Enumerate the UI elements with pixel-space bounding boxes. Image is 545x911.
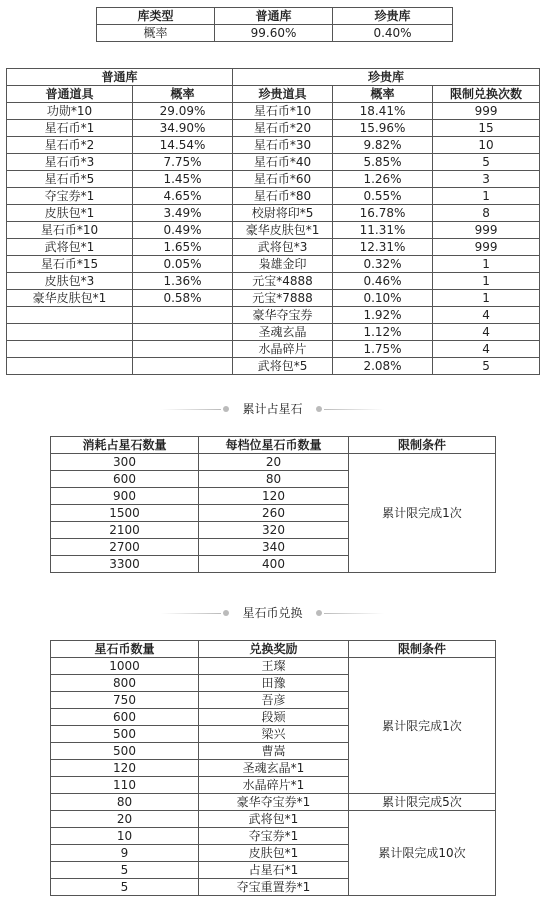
accumulate-reward-cell: 320 xyxy=(199,522,349,539)
pool-cell: 水晶碎片 xyxy=(233,341,333,358)
pool-row xyxy=(7,120,540,137)
accumulate-reward-cell: 400 xyxy=(199,556,349,573)
summary-header-cell: 普通库 xyxy=(215,8,333,25)
pool-cell: 3 xyxy=(433,171,540,188)
pool-cell: 武将包*3 xyxy=(233,239,333,256)
exchange-reward-cell: 皮肤包*1 xyxy=(199,845,349,862)
pool-cell: 星石币*1 xyxy=(7,120,133,137)
pool-cell: 星石币*3 xyxy=(7,154,133,171)
exchange-table-body xyxy=(51,658,496,896)
accumulate-reward-cell: 80 xyxy=(199,471,349,488)
pool-cell: 1.12% xyxy=(333,324,433,341)
pool-cell: 0.46% xyxy=(333,273,433,290)
pool-cell: 1 xyxy=(433,256,540,273)
pool-cell: 皮肤包*3 xyxy=(7,273,133,290)
summary-table xyxy=(96,7,453,42)
accumulate-table-body xyxy=(51,454,496,573)
pool-row xyxy=(7,171,540,188)
summary-row xyxy=(97,25,453,42)
exchange-reward-cell: 豪华夺宝券*1 xyxy=(199,794,349,811)
pool-cell: 1 xyxy=(433,188,540,205)
pool-cell: 999 xyxy=(433,239,540,256)
pool-cell: 1 xyxy=(433,273,540,290)
pool-row xyxy=(7,256,540,273)
pool-row xyxy=(7,273,540,290)
exchange-header: 兑换奖励 xyxy=(199,641,349,658)
pool-cell: 1.65% xyxy=(133,239,233,256)
divider-dot xyxy=(316,406,322,412)
pool-cell: 8 xyxy=(433,205,540,222)
pool-cell: 5 xyxy=(433,358,540,375)
pool-cell: 3.49% xyxy=(133,205,233,222)
pool-cell: 元宝*4888 xyxy=(233,273,333,290)
accumulate-cost-cell: 600 xyxy=(51,471,199,488)
divider-line xyxy=(161,613,221,614)
accumulate-reward-cell: 260 xyxy=(199,505,349,522)
pool-cell: 1.92% xyxy=(333,307,433,324)
pool-cell: 18.41% xyxy=(333,103,433,120)
summary-header-row xyxy=(97,8,453,25)
exchange-row xyxy=(51,658,496,675)
pool-cell: 星石币*15 xyxy=(7,256,133,273)
summary-cell: 0.40% xyxy=(333,25,453,42)
exchange-header: 限制条件 xyxy=(349,641,496,658)
divider-line xyxy=(324,613,384,614)
exchange-cost-cell: 500 xyxy=(51,726,199,743)
pool-row xyxy=(7,358,540,375)
divider-dot xyxy=(223,610,229,616)
divider-line xyxy=(324,409,384,410)
pool-cell: 999 xyxy=(433,222,540,239)
divider-line xyxy=(161,409,221,410)
exchange-reward-cell: 吾彦 xyxy=(199,692,349,709)
pool-cell: 夺宝券*1 xyxy=(7,188,133,205)
pool-row xyxy=(7,222,540,239)
pool-cell xyxy=(7,307,133,324)
pool-cell: 2.08% xyxy=(333,358,433,375)
accumulate-reward-cell: 120 xyxy=(199,488,349,505)
pool-cell: 功勋*10 xyxy=(7,103,133,120)
pool-row xyxy=(7,103,540,120)
pool-cell: 11.31% xyxy=(333,222,433,239)
accumulate-cost-cell: 2700 xyxy=(51,539,199,556)
pool-row xyxy=(7,307,540,324)
divider-dot xyxy=(223,406,229,412)
accumulate-limit-cell: 累计限完成1次 xyxy=(349,454,496,573)
accumulate-reward-cell: 340 xyxy=(199,539,349,556)
pool-cell: 星石币*30 xyxy=(233,137,333,154)
pool-cell: 枭雄金印 xyxy=(233,256,333,273)
exchange-cost-cell: 110 xyxy=(51,777,199,794)
pool-cell: 圣魂玄晶 xyxy=(233,324,333,341)
pool-cell: 0.10% xyxy=(333,290,433,307)
pool-cell xyxy=(133,341,233,358)
pool-cell: 15.96% xyxy=(333,120,433,137)
pool-cell: 7.75% xyxy=(133,154,233,171)
pool-row xyxy=(7,239,540,256)
pool-cell: 星石币*2 xyxy=(7,137,133,154)
accumulate-cost-cell: 300 xyxy=(51,454,199,471)
pool-cell: 1 xyxy=(433,290,540,307)
pool-row xyxy=(7,324,540,341)
exchange-cost-cell: 80 xyxy=(51,794,199,811)
pool-cell xyxy=(7,358,133,375)
exchange-cost-cell: 10 xyxy=(51,828,199,845)
exchange-cost-cell: 5 xyxy=(51,879,199,896)
pool-cell: 豪华皮肤包*1 xyxy=(233,222,333,239)
exchange-reward-cell: 段颎 xyxy=(199,709,349,726)
pool-row xyxy=(7,341,540,358)
pool-table-body xyxy=(7,103,540,375)
accumulate-cost-cell: 2100 xyxy=(51,522,199,539)
pool-cell: 29.09% xyxy=(133,103,233,120)
pool-cell: 0.05% xyxy=(133,256,233,273)
pool-group-header-row xyxy=(7,69,540,86)
pool-cell: 10 xyxy=(433,137,540,154)
pool-row xyxy=(7,205,540,222)
pool-row xyxy=(7,137,540,154)
pool-cell: 9.82% xyxy=(333,137,433,154)
exchange-cost-cell: 5 xyxy=(51,862,199,879)
summary-header-cell: 库类型 xyxy=(97,8,215,25)
accumulate-cost-cell: 3300 xyxy=(51,556,199,573)
pool-sub-header: 珍贵道具 xyxy=(233,86,333,103)
pool-cell: 1.26% xyxy=(333,171,433,188)
pool-cell: 4.65% xyxy=(133,188,233,205)
exchange-reward-cell: 占星石*1 xyxy=(199,862,349,879)
pool-cell: 星石币*40 xyxy=(233,154,333,171)
exchange-header: 星石币数量 xyxy=(51,641,199,658)
pool-cell: 校尉将印*5 xyxy=(233,205,333,222)
pool-cell: 豪华夺宝券 xyxy=(233,307,333,324)
pool-cell: 武将包*1 xyxy=(7,239,133,256)
pool-sub-header: 普通道具 xyxy=(7,86,133,103)
pool-cell: 999 xyxy=(433,103,540,120)
section-divider-accum xyxy=(0,400,545,418)
summary-header-cell: 珍贵库 xyxy=(333,8,453,25)
pool-cell xyxy=(133,324,233,341)
exchange-reward-cell: 水晶碎片*1 xyxy=(199,777,349,794)
pool-cell: 0.49% xyxy=(133,222,233,239)
pool-row xyxy=(7,290,540,307)
accumulate-cost-cell: 1500 xyxy=(51,505,199,522)
pool-cell: 14.54% xyxy=(133,137,233,154)
section-title: 星石币兑换 xyxy=(242,606,303,620)
pool-cell: 34.90% xyxy=(133,120,233,137)
exchange-table xyxy=(50,640,496,896)
pool-cell: 星石币*20 xyxy=(233,120,333,137)
exchange-reward-cell: 夺宝券*1 xyxy=(199,828,349,845)
section-title: 累计占星石 xyxy=(242,402,303,416)
divider-dot xyxy=(316,610,322,616)
pool-cell: 4 xyxy=(433,324,540,341)
pool-cell: 4 xyxy=(433,307,540,324)
accumulate-header: 消耗占星石数量 xyxy=(51,437,199,454)
exchange-reward-cell: 王璨 xyxy=(199,658,349,675)
exchange-row xyxy=(51,811,496,828)
pool-cell xyxy=(7,341,133,358)
exchange-reward-cell: 田豫 xyxy=(199,675,349,692)
accumulate-table xyxy=(50,436,496,573)
pool-cell: 15 xyxy=(433,120,540,137)
pool-cell: 星石币*10 xyxy=(7,222,133,239)
pool-cell: 1.36% xyxy=(133,273,233,290)
pool-cell: 0.58% xyxy=(133,290,233,307)
exchange-cost-cell: 750 xyxy=(51,692,199,709)
pool-row xyxy=(7,154,540,171)
accumulate-header: 每档位星石币数量 xyxy=(199,437,349,454)
exchange-cost-cell: 20 xyxy=(51,811,199,828)
exchange-cost-cell: 1000 xyxy=(51,658,199,675)
pool-sub-header: 概率 xyxy=(133,86,233,103)
exchange-cost-cell: 500 xyxy=(51,743,199,760)
exchange-limit-cell: 累计限完成5次 xyxy=(349,794,496,811)
exchange-reward-cell: 梁兴 xyxy=(199,726,349,743)
accumulate-reward-cell: 20 xyxy=(199,454,349,471)
pool-cell: 4 xyxy=(433,341,540,358)
exchange-header-row xyxy=(51,641,496,658)
pool-group-header-precious: 珍贵库 xyxy=(233,69,540,86)
pool-row xyxy=(7,188,540,205)
pool-cell: 0.32% xyxy=(333,256,433,273)
exchange-reward-cell: 圣魂玄晶*1 xyxy=(199,760,349,777)
exchange-cost-cell: 9 xyxy=(51,845,199,862)
pool-cell: 星石币*60 xyxy=(233,171,333,188)
pool-cell: 16.78% xyxy=(333,205,433,222)
summary-cell: 99.60% xyxy=(215,25,333,42)
pool-cell: 5 xyxy=(433,154,540,171)
pool-cell: 12.31% xyxy=(333,239,433,256)
summary-cell: 概率 xyxy=(97,25,215,42)
pool-cell: 星石币*80 xyxy=(233,188,333,205)
accumulate-row xyxy=(51,454,496,471)
pool-cell: 武将包*5 xyxy=(233,358,333,375)
exchange-cost-cell: 600 xyxy=(51,709,199,726)
pool-cell: 0.55% xyxy=(333,188,433,205)
pool-cell: 星石币*5 xyxy=(7,171,133,188)
pool-cell xyxy=(133,307,233,324)
exchange-reward-cell: 武将包*1 xyxy=(199,811,349,828)
pool-table xyxy=(6,68,540,375)
pool-sub-header: 概率 xyxy=(333,86,433,103)
accumulate-header: 限制条件 xyxy=(349,437,496,454)
exchange-row xyxy=(51,794,496,811)
pool-cell: 皮肤包*1 xyxy=(7,205,133,222)
pool-sub-header: 限制兑换次数 xyxy=(433,86,540,103)
pool-cell: 1.75% xyxy=(333,341,433,358)
exchange-limit-cell: 累计限完成10次 xyxy=(349,811,496,896)
pool-sub-header-row xyxy=(7,86,540,103)
pool-cell xyxy=(7,324,133,341)
exchange-reward-cell: 曹嵩 xyxy=(199,743,349,760)
accumulate-header-row xyxy=(51,437,496,454)
exchange-cost-cell: 120 xyxy=(51,760,199,777)
pool-cell: 5.85% xyxy=(333,154,433,171)
exchange-cost-cell: 800 xyxy=(51,675,199,692)
pool-group-header-normal: 普通库 xyxy=(7,69,233,86)
exchange-limit-cell: 累计限完成1次 xyxy=(349,658,496,794)
pool-cell: 元宝*7888 xyxy=(233,290,333,307)
pool-cell xyxy=(133,358,233,375)
exchange-reward-cell: 夺宝重置券*1 xyxy=(199,879,349,896)
pool-cell: 星石币*10 xyxy=(233,103,333,120)
section-divider-exchange xyxy=(0,604,545,622)
pool-cell: 豪华皮肤包*1 xyxy=(7,290,133,307)
accumulate-cost-cell: 900 xyxy=(51,488,199,505)
pool-cell: 1.45% xyxy=(133,171,233,188)
